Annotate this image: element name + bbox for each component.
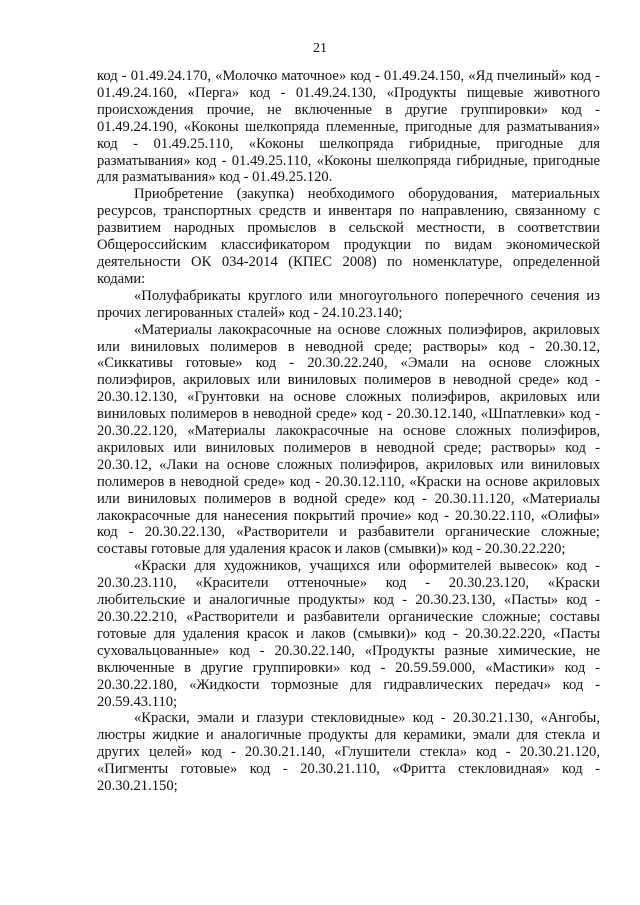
paragraph-semifinished-steel: «Полуфабрикаты круглого или многоугольного поперечного сечения из прочих легированных сталей» код - 24.10.23.140; (97, 287, 600, 321)
paragraph-glass-enamels: «Краски, эмали и глазури стекловидные» код - 20.30.21.130, «Ангобы, люстры жидкие и аналогичные продукты для керамики, эмали для стекла и других целей» код - 20.30.21.140, «Глушители стекла» код - 20.30.21.120, «Пигменты готовые» код - 20.30.21.110, «Фритта стекловидная» код - 20.30.21.150; (97, 710, 600, 795)
paragraph-codes-continuation: код - 01.49.24.170, «Молочко маточное» код - 01.49.24.150, «Яд пчелиный» код - 01.49.24.160, «Перга» код - 01.49.24.130, «Продукты пищевые животного происхождения прочие, не включенные в другие группировки» код - 01.49.24.190, «Коконы шелкопряда племенные, пригодные для разматывания» код - 01.49.25.110, «Коконы шелкопряда гибридные, пригодные для разматывания» код - 01.49.25.110, «Коконы шелкопряда гибридные, пригодные для разматывания» код - 01.49.25.120. (97, 68, 600, 186)
paragraph-artist-paints: «Краски для художников, учащихся или оформителей вывесок» код - 20.30.23.110, «Красители оттеночные» код - 20.30.23.120, «Краски любительские и аналогичные продукты» код - 20.30.23.130, «Пасты» код - 20.30.22.210, «Растворители и разбавители органические сложные; составы готовые для удаления красок и лаков (смывки)» код - 20.30.22.220, «Пасты суховальцованные» код - 20.30.22.140, «Продукты разные химические, не включенные в другие группировки» код - 20.59.59.000, «Мастики» код - 20.30.22.180, «Жидкости тормозные для гидравлических передач» код - 20.59.43.110; (97, 558, 600, 710)
paragraph-procurement-intro: Приобретение (закупка) необходимого оборудования, материальных ресурсов, транспортных средств и инвентаря по направлению, связанному с развитием народных промыслов в сельской местности, в соответствии Общероссийским классификатором продукции по видам экономической деятельности ОК 034-2014 (КПЕС 2008) по номенклатуре, определенной кодами: (97, 186, 600, 287)
document-body (97, 68, 600, 795)
page-number: 21 (313, 41, 327, 56)
paragraph-paint-materials: «Материалы лакокрасочные на основе сложных полиэфиров, акриловых или виниловых полимеров в неводной среде; растворы» код - 20.30.12, «Сиккативы готовые» код - 20.30.22.240, «Эмали на основе сложных полиэфиров, акриловых или виниловых полимеров в неводной среде» код - 20.30.12.130, «Грунтовки на основе сложных полиэфиров, акриловых или виниловых полимеров в неводной среде» код - 20.30.12.140, «Шпатлевки» код - 20.30.22.120, «Материалы лакокрасочные на основе сложных полиэфиров, акриловых или виниловых полимеров в неводной среде; растворы» код - 20.30.12, «Лаки на основе сложных полиэфиров, акриловых или виниловых полимеров в неводной среде» код - 20.30.12.110, «Краски на основе акриловых или виниловых полимеров в водной среде» код - 20.30.11.120, «Материалы лакокрасочные для нанесения покрытий прочие» код - 20.30.22.110, «Олифы» код - 20.30.22.130, «Растворители и разбавители органические сложные; составы готовые для удаления красок и лаков (смывки)» код - 20.30.22.220; (97, 321, 600, 558)
